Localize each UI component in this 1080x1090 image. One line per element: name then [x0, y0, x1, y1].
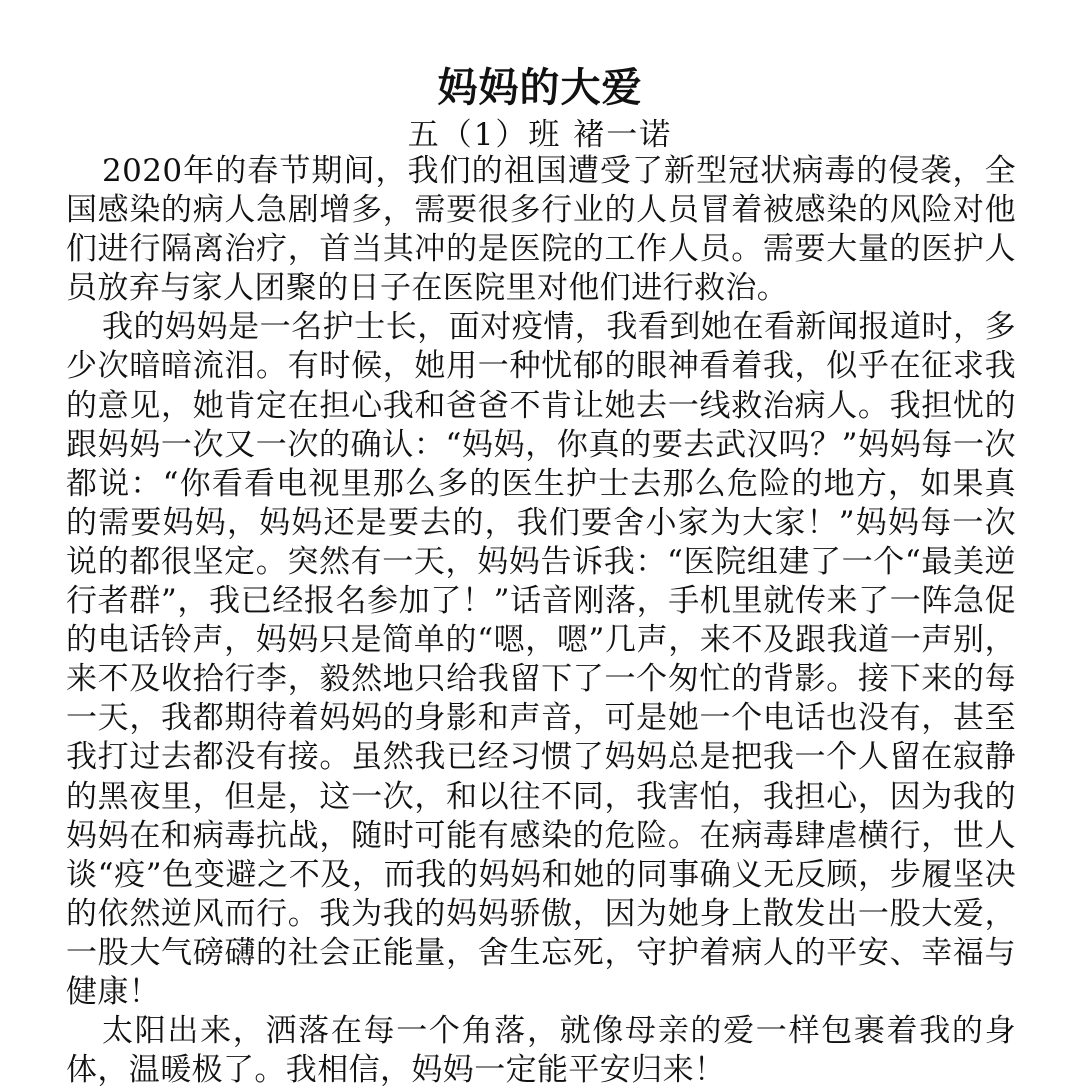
- essay-paragraph-3: 太阳出来，洒落在每一个角落，就像母亲的爱一样包裹着我的身体，温暖极了。我相信，妈妈一定能平安归来！: [66, 1013, 1016, 1089]
- author-byline: 五（1）班 褚一诺: [407, 117, 673, 153]
- essay-paragraph-1: 2020年的春节期间，我们的祖国遭受了新型冠状病毒的侵袭，全国感染的病人急剧增多，需要很多行业的人员冒着被感染的风险对他们进行隔离治疗，首当其冲的是医院的工作人员。需要大量的医护人员放弃与家人团聚的日子在医院里对他们进行救治。: [66, 153, 1016, 307]
- essay-body: [66, 152, 1016, 1090]
- essay-title: 妈妈的大爱: [437, 65, 643, 111]
- essay-paragraph-2: 我的妈妈是一名护士长，面对疫情，我看到她在看新闻报道时，多少次暗暗流泪。有时候，她用一种忧郁的眼神看着我，似乎在征求我的意见，她肯定在担心我和爸爸不肯让她去一线救治病人。我担忧的跟妈妈一次又一次的确认：“妈妈，你真的要去武汉吗？”妈妈每一次都说：“你看看电视里那么多的医生护士去那么危险的地方，如果真的需要妈妈，妈妈还是要去的，我们要舍小家为大家！”妈妈每一次说的都很坚定。突然有一天，妈妈告诉我：“医院组建了一个“最美逆行者群”，我已经报名参加了！”话音刚落，手机里就传来了一阵急促的电话铃声，妈妈只是简单的“嗯，嗯”几声，来不及跟我道一声别，来不及收拾行李，毅然地只给我留下了一个匆忙的背影。接下来的每一天，我都期待着妈妈的身影和声音，可是她一个电话也没有，甚至我打过去都没有接。虽然我已经习惯了妈妈总是把我一个人留在寂静的黑夜里，但是，这一次，和以往不同，我害怕，我担心，因为我的妈妈在和病毒抗战，随时可能有感染的危险。在病毒肆虐横行，世人谈“疫”色变避之不及，而我的妈妈和她的同事确义无反顾，步履坚决的依然逆风而行。我为我的妈妈骄傲，因为她身上散发出一股大爱，一股大气磅礴的社会正能量，舍生忘死，守护着病人的平安、幸福与健康！: [66, 309, 1016, 1010]
